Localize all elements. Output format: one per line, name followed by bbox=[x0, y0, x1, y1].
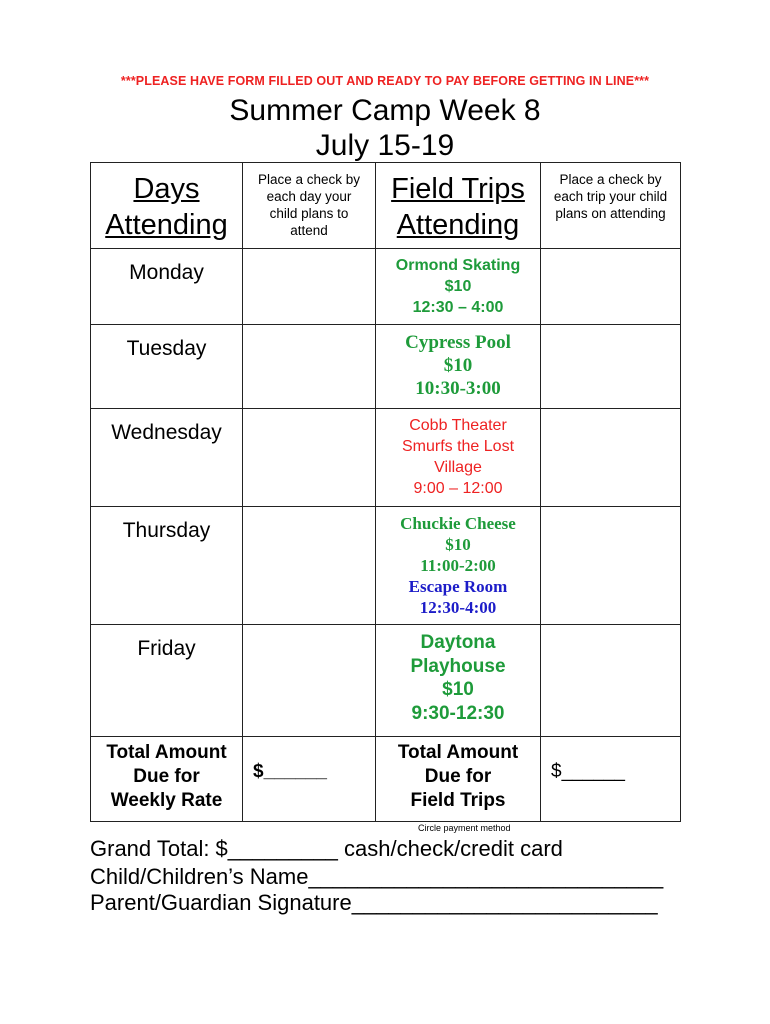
field-trips-header bbox=[376, 163, 541, 249]
grand-total-line[interactable]: Grand Total: $_________ cash/check/credit card bbox=[90, 836, 563, 861]
day-check-box-thursday[interactable] bbox=[243, 507, 376, 625]
row-thursday bbox=[91, 507, 681, 625]
day-check-box-friday[interactable] bbox=[243, 625, 376, 737]
child-name-line[interactable]: Child/Children’s Name_____________________________ bbox=[90, 864, 664, 889]
trip-line: Village bbox=[434, 459, 482, 476]
page-subtitle-dates: July 15-19 bbox=[315, 129, 455, 162]
trip-check-box-wednesday[interactable] bbox=[541, 409, 681, 507]
weekly-total-line2: Due for bbox=[133, 766, 200, 787]
trips-total-line3: Field Trips bbox=[410, 790, 506, 811]
trip-check-box-monday[interactable] bbox=[541, 249, 681, 325]
day-check-box-wednesday[interactable] bbox=[243, 409, 376, 507]
trips-header-line2: Attending bbox=[396, 209, 520, 241]
trip-line: $10 bbox=[443, 355, 473, 376]
weekly-total-line3: Weekly Rate bbox=[110, 790, 223, 811]
weekly-total-line1: Total Amount bbox=[106, 742, 227, 763]
trip-check-box-tuesday[interactable] bbox=[541, 325, 681, 409]
trip-info-tuesday bbox=[376, 325, 541, 409]
trip-line: Cypress Pool bbox=[405, 332, 511, 353]
trip-line: 12:30-4:00 bbox=[419, 598, 497, 617]
trips-total-line2: Due for bbox=[424, 766, 492, 787]
row-monday bbox=[91, 249, 681, 325]
trip-line: 10:30-3:00 bbox=[415, 378, 501, 399]
notice-banner: ***PLEASE HAVE FORM FILLED OUT AND READY TO PAY BEFORE GETTING IN LINE*** bbox=[120, 74, 650, 88]
trips-check-line1: Place a check by bbox=[559, 172, 662, 187]
trips-total-label bbox=[376, 737, 541, 822]
days-check-line1: Place a check by bbox=[257, 172, 361, 187]
trip-line: $10 bbox=[445, 535, 471, 554]
day-check-box-tuesday[interactable] bbox=[243, 325, 376, 409]
circle-payment-note: Circle payment method bbox=[418, 823, 511, 833]
day-label: Thursday bbox=[91, 507, 243, 625]
parent-signature-line[interactable]: Parent/Guardian Signature_________________________ bbox=[90, 890, 658, 915]
trip-line: Escape Room bbox=[408, 577, 508, 596]
trip-line: $10 bbox=[444, 278, 472, 295]
days-check-line4: attend bbox=[290, 223, 328, 238]
trip-line: Ormond Skating bbox=[395, 257, 521, 274]
trip-check-box-friday[interactable] bbox=[541, 625, 681, 737]
trip-info-thursday bbox=[376, 507, 541, 625]
weekly-total-field[interactable]: $______ bbox=[243, 737, 376, 822]
row-friday bbox=[91, 625, 681, 737]
days-check-line2: each day your bbox=[266, 189, 352, 204]
totals-row bbox=[91, 737, 681, 822]
days-check-instruction bbox=[243, 163, 376, 249]
trip-info-wednesday bbox=[376, 409, 541, 507]
trips-check-line2: each trip your child bbox=[553, 189, 668, 204]
trip-line: Smurfs the Lost bbox=[401, 438, 515, 455]
trips-header-line1: Field Trips bbox=[391, 173, 525, 205]
day-label: Friday bbox=[91, 625, 243, 737]
trip-info-friday bbox=[376, 625, 541, 737]
days-header-line1: Days bbox=[133, 173, 200, 205]
trips-check-instruction bbox=[541, 163, 681, 249]
trip-info-monday bbox=[376, 249, 541, 325]
days-header-line2: Attending bbox=[105, 209, 228, 241]
trip-line: 11:00-2:00 bbox=[420, 556, 496, 575]
trip-line: 12:30 – 4:00 bbox=[412, 299, 504, 316]
trip-line: Playhouse bbox=[410, 655, 506, 677]
day-check-box-monday[interactable] bbox=[243, 249, 376, 325]
trips-total-line1: Total Amount bbox=[397, 742, 519, 763]
header-row bbox=[91, 163, 681, 249]
row-tuesday bbox=[91, 325, 681, 409]
trips-check-line3: plans on attending bbox=[555, 206, 666, 221]
trip-line: Daytona bbox=[420, 632, 496, 653]
trip-line: 9:00 – 12:00 bbox=[413, 480, 503, 497]
trip-line: Cobb Theater bbox=[409, 417, 507, 434]
trips-total-field[interactable]: $______ bbox=[541, 737, 681, 822]
row-wednesday bbox=[91, 409, 681, 507]
trip-line: 9:30-12:30 bbox=[411, 702, 505, 724]
trip-line: Chuckie Cheese bbox=[400, 514, 516, 533]
day-label: Monday bbox=[91, 249, 243, 325]
day-label: Wednesday bbox=[91, 409, 243, 507]
days-check-line3: child plans to bbox=[269, 206, 349, 221]
attendance-table bbox=[90, 162, 681, 822]
days-attending-header bbox=[91, 163, 243, 249]
trip-line: $10 bbox=[442, 679, 474, 700]
day-label: Tuesday bbox=[91, 325, 243, 409]
trip-check-box-thursday[interactable] bbox=[541, 507, 681, 625]
weekly-total-label bbox=[91, 737, 243, 822]
page-title: Summer Camp Week 8 bbox=[229, 94, 541, 127]
